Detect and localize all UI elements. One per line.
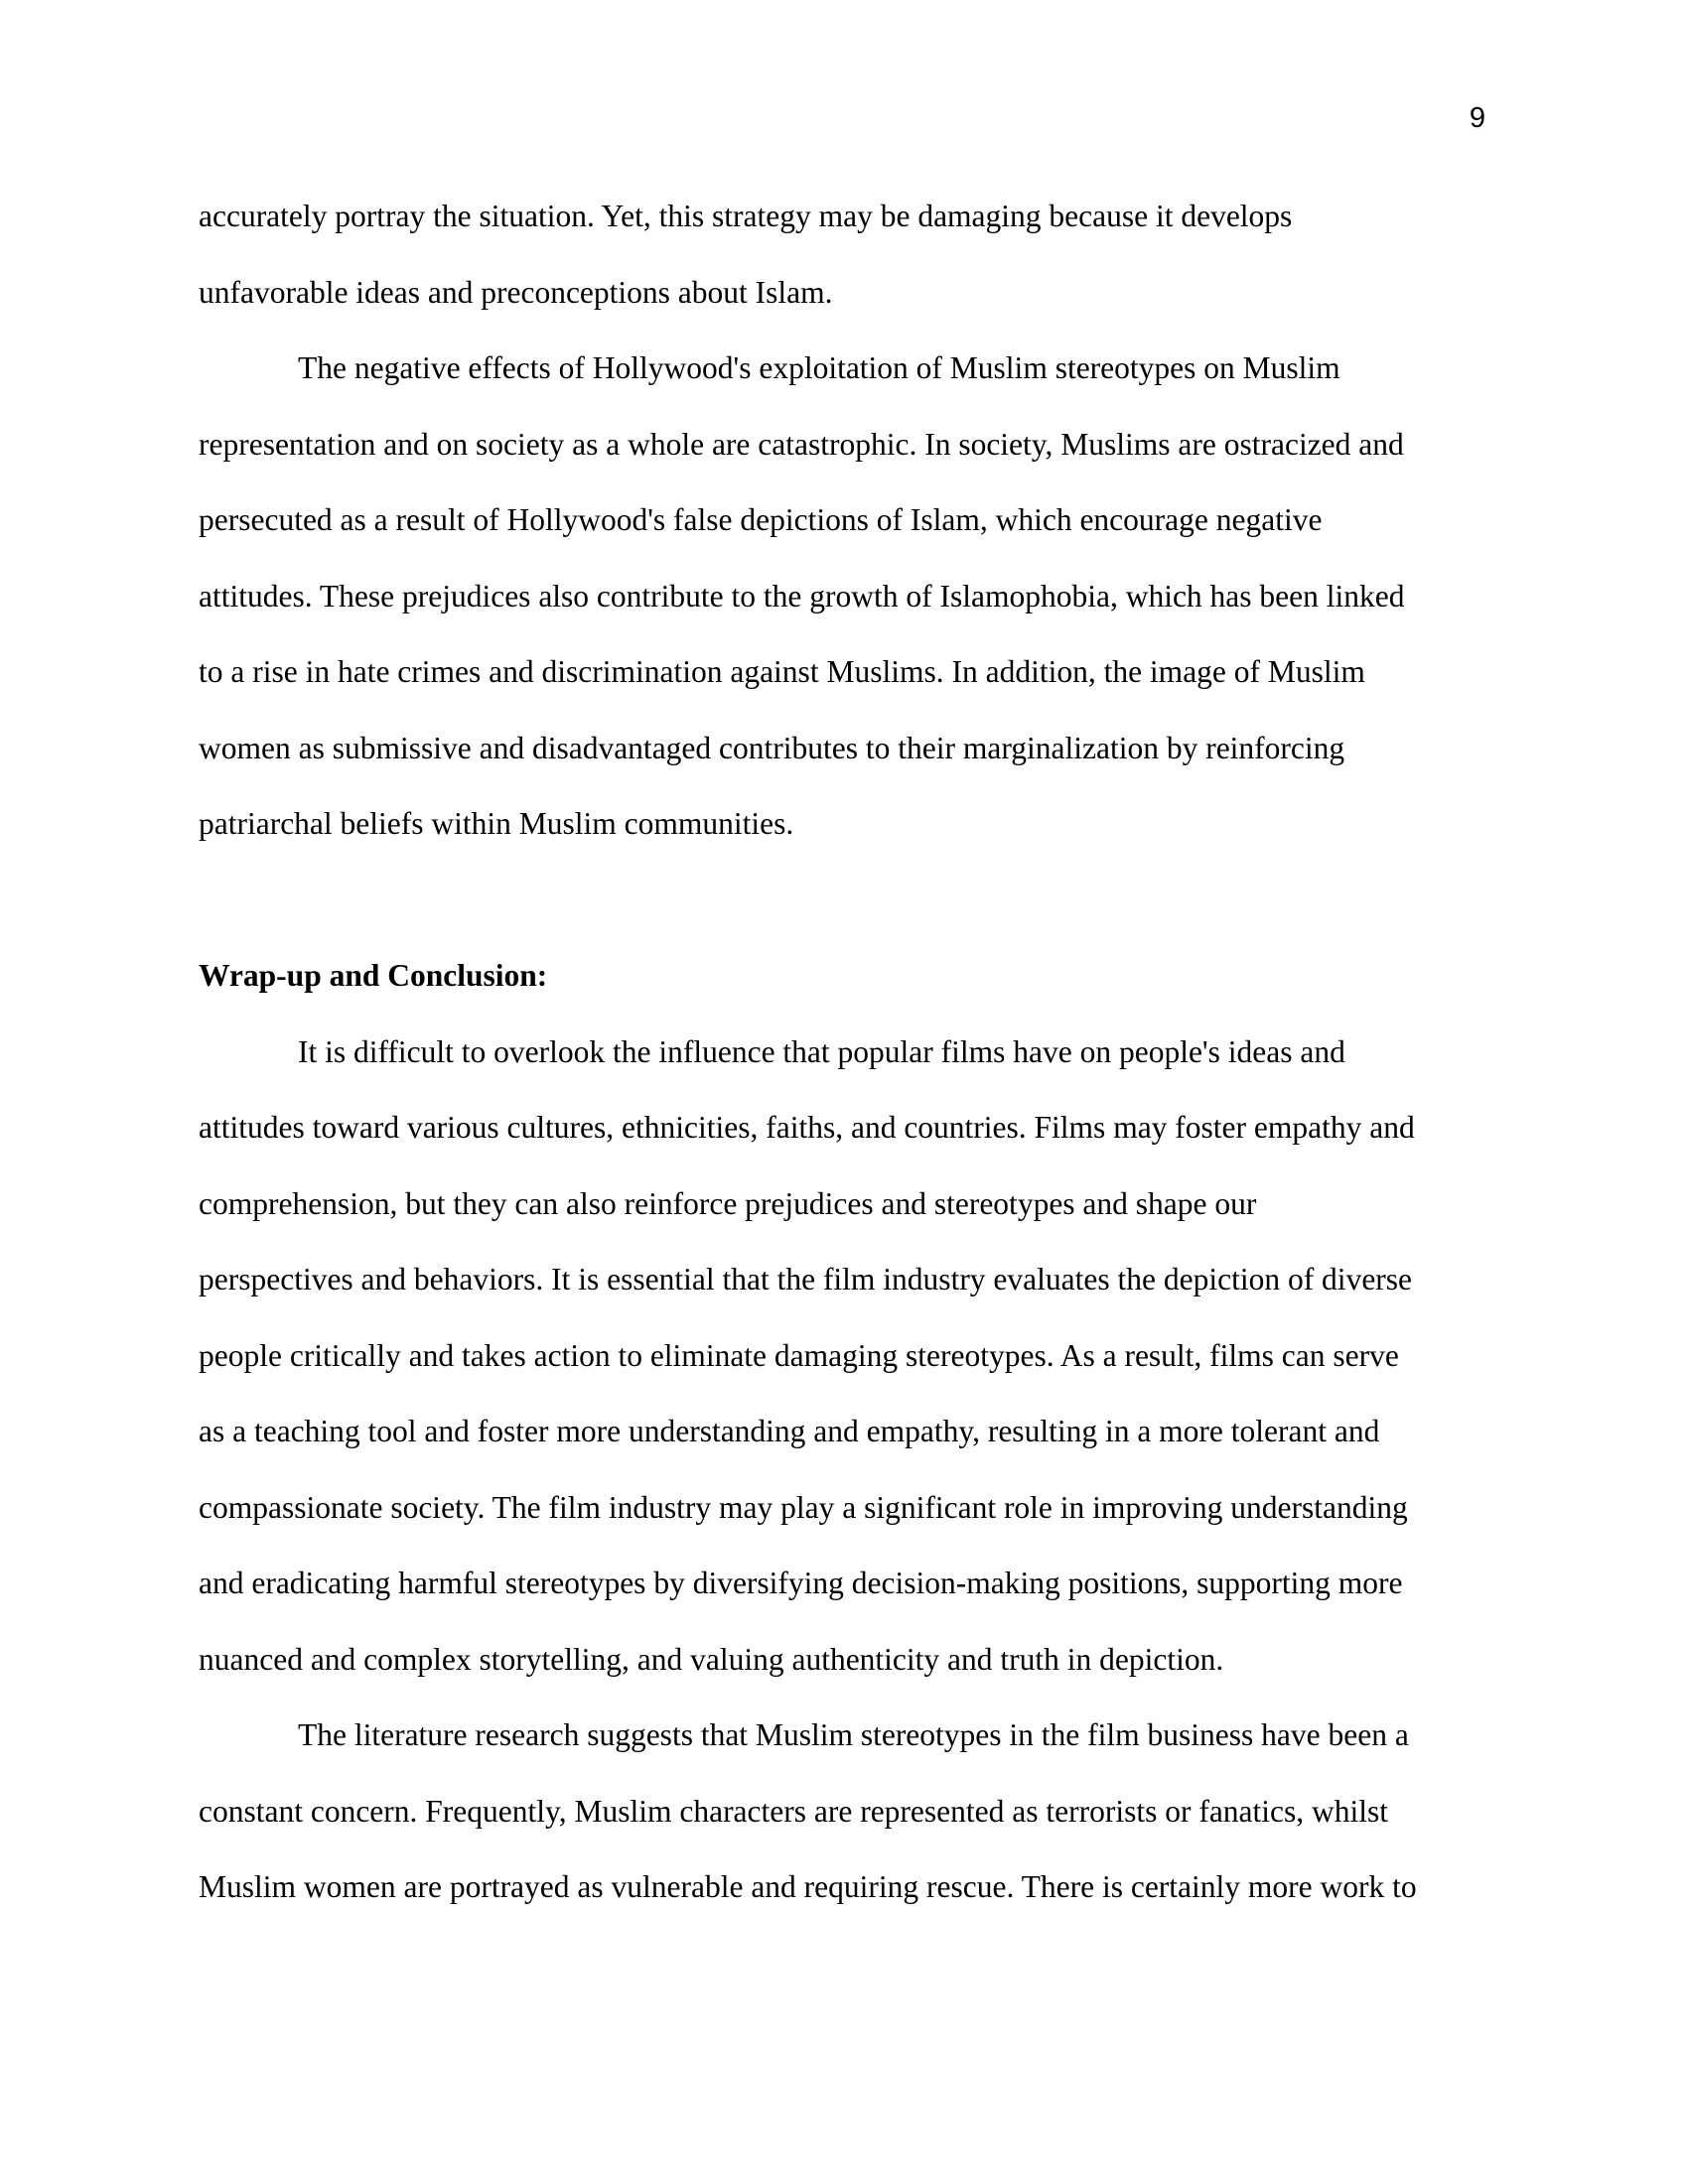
document-body: [199, 198, 1509, 1945]
paragraph-line: attitudes toward various cultures, ethnicities, faiths, and countries. Films may foster empathy and: [199, 1110, 1415, 1145]
paragraph-line: unfavorable ideas and preconceptions about Islam.: [199, 274, 833, 310]
paragraph-line: as a teaching tool and foster more understanding and empathy, resulting in a more tolerant and: [199, 1414, 1380, 1448]
paragraph-line: persecuted as a result of Hollywood's false depictions of Islam, which encourage negative: [199, 502, 1323, 537]
page-number: 9: [1469, 102, 1485, 134]
paragraph-negative-effects: [199, 349, 1509, 882]
paragraph-line: patriarchal beliefs within Muslim communities.: [199, 806, 794, 841]
paragraph-line: to a rise in hate crimes and discrimination against Muslims. In addition, the image of Muslim: [199, 654, 1365, 689]
paragraph-line: The negative effects of Hollywood's exploitation of Muslim stereotypes on Muslim: [298, 350, 1340, 385]
paragraph-line: It is difficult to overlook the influence that popular films have on people's ideas and: [298, 1033, 1345, 1069]
paragraph-continued: [199, 198, 1509, 349]
paragraph-line: people critically and takes action to eliminate damaging stereotypes. As a result, films can serve: [199, 1337, 1399, 1373]
paragraph-literature-research: [199, 1716, 1509, 1945]
paragraph-line: attitudes. These prejudices also contribute to the growth of Islamophobia, which has been linked: [199, 578, 1405, 614]
paragraph-line: Muslim women are portrayed as vulnerable and requiring rescue. There is certainly more work to: [199, 1869, 1417, 1904]
paragraph-line: constant concern. Frequently, Muslim characters are represented as terrorists or fanatics, whilst: [199, 1793, 1389, 1829]
section-heading: Wrap-up and Conclusion:: [199, 958, 548, 993]
paragraph-line: nuanced and complex storytelling, and valuing authenticity and truth in depiction.: [199, 1641, 1224, 1677]
paragraph-line: representation and on society as a whole are catastrophic. In society, Muslims are ostracized and: [199, 426, 1404, 462]
paragraph-line: The literature research suggests that Muslim stereotypes in the film business have been a: [298, 1717, 1409, 1752]
paragraph-influence-of-films: [199, 1033, 1509, 1717]
paragraph-line: women as submissive and disadvantaged contributes to their marginalization by reinforcing: [199, 730, 1345, 765]
section-spacer: [199, 882, 1509, 958]
paragraph-line: compassionate society. The film industry may play a significant role in improving understanding: [199, 1489, 1408, 1525]
paragraph-line: comprehension, but they can also reinforce prejudices and stereotypes and shape our: [199, 1185, 1257, 1221]
paragraph-line: accurately portray the situation. Yet, this strategy may be damaging because it develops: [199, 199, 1293, 233]
paragraph-line: and eradicating harmful stereotypes by diversifying decision-making positions, supporting more: [199, 1566, 1403, 1600]
paragraph-line: perspectives and behaviors. It is essential that the film industry evaluates the depiction of diverse: [199, 1262, 1413, 1297]
